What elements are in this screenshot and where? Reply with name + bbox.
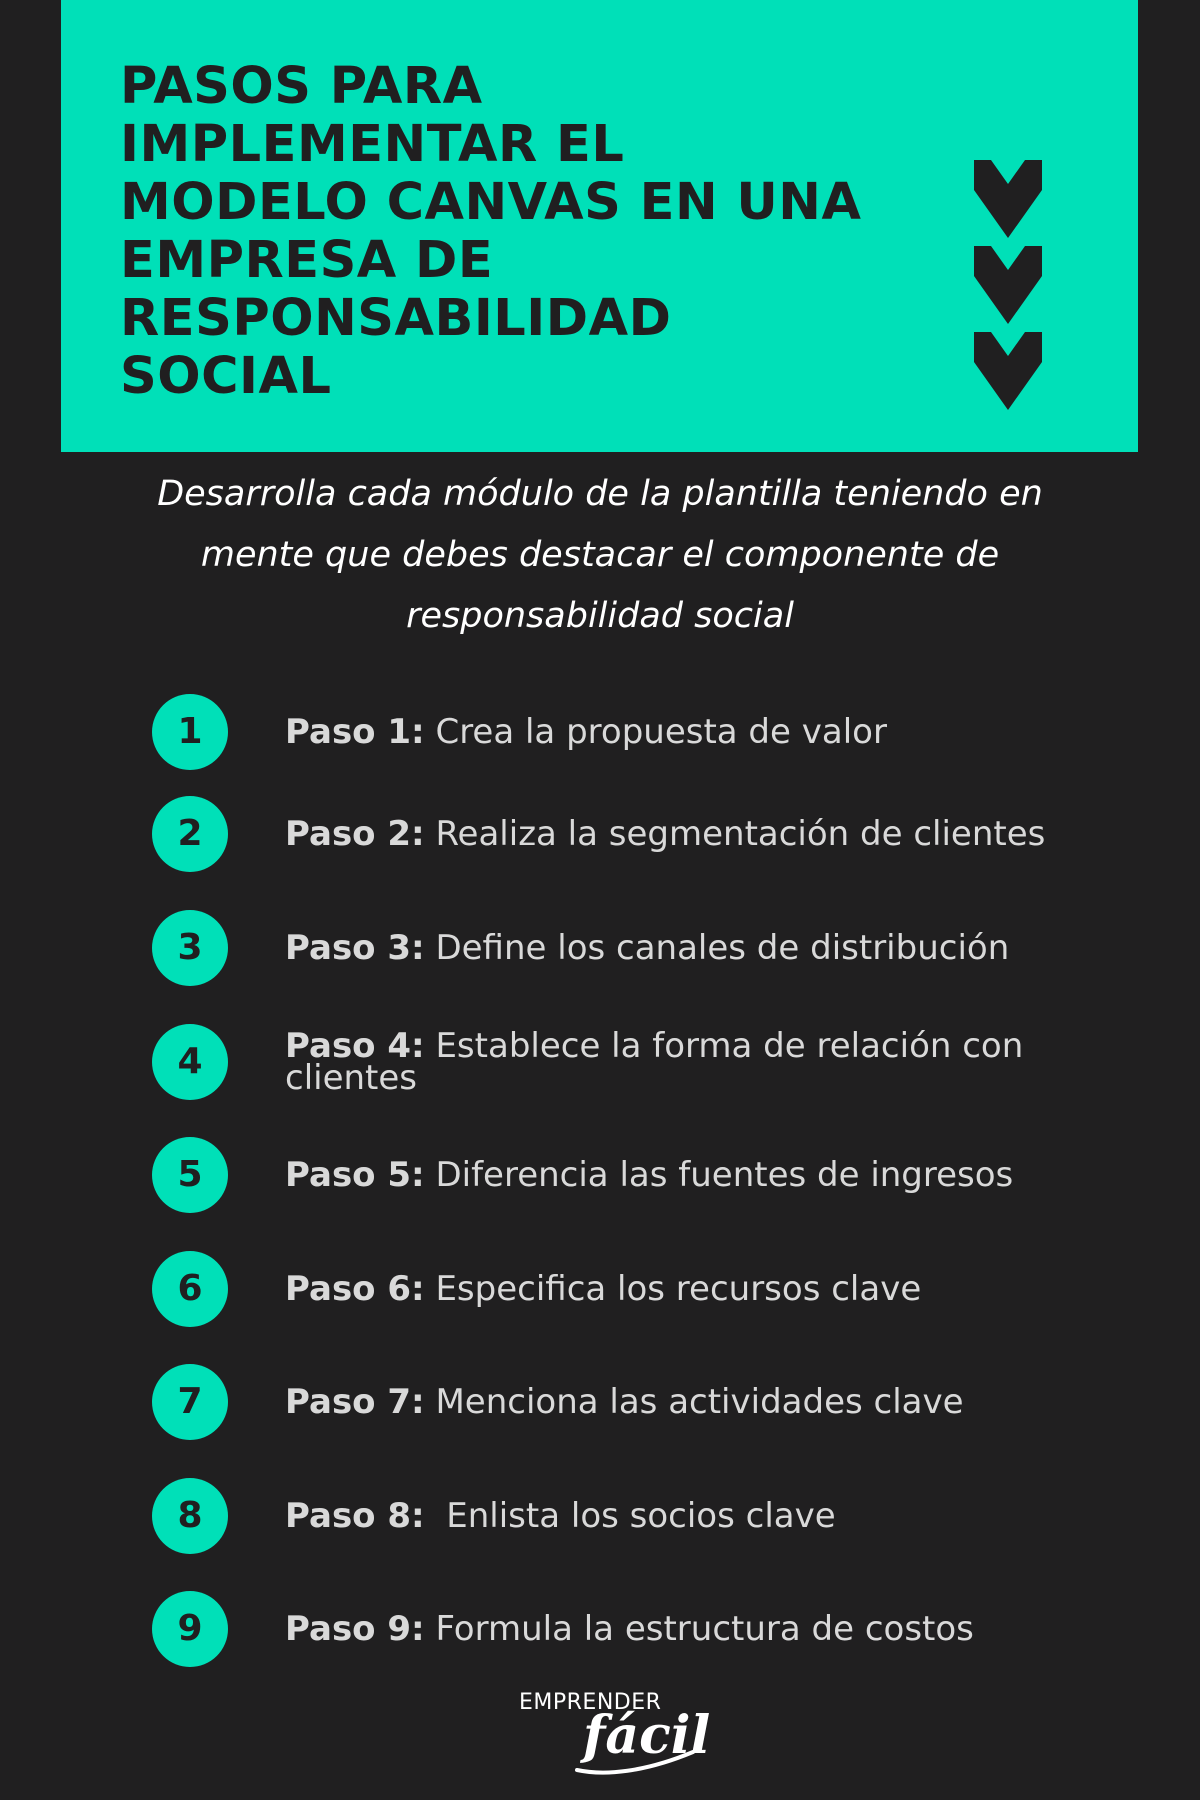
intro-subtitle: Desarrolla cada módulo de la plantilla teniendo en mente que debes destacar el componente de responsabilidad social [157, 474, 1043, 636]
step-label: Paso 8: [285, 1496, 425, 1536]
step-text [285, 1382, 1090, 1422]
logo-script: fácil [583, 1705, 711, 1766]
step-item-3 [0, 910, 1200, 986]
logo-wordmark: EMPRENDER [519, 1690, 662, 1715]
step-number-badge: 9 [152, 1591, 228, 1667]
step-number-badge: 4 [152, 1024, 228, 1100]
step-label: Paso 6: [285, 1269, 425, 1309]
step-description: Establece la forma de relación con clientes [285, 1026, 1024, 1098]
step-description: Formula la estructura de costos [435, 1609, 974, 1649]
step-description: Crea la propuesta de valor [435, 712, 887, 752]
step-description: Menciona las actividades clave [435, 1382, 964, 1422]
step-text [285, 928, 1090, 968]
step-text [285, 1269, 1090, 1309]
step-label: Paso 4: [285, 1026, 425, 1066]
step-text [285, 1155, 1090, 1195]
step-label: Paso 5: [285, 1155, 425, 1195]
step-item-5 [0, 1137, 1200, 1213]
step-number-badge: 6 [152, 1251, 228, 1327]
step-label: Paso 7: [285, 1382, 425, 1422]
logo-swoosh-icon [575, 1746, 695, 1776]
page-title: PASOS PARA IMPLEMENTAR EL MODELO CANVAS EN UNA EMPRESA DE RESPONSABILIDAD SOCIAL [120, 57, 862, 406]
step-description: Especifica los recursos clave [435, 1269, 922, 1309]
step-text [285, 712, 1090, 752]
step-label: Paso 1: [285, 712, 425, 752]
step-label: Paso 3: [285, 928, 425, 968]
step-item-6 [0, 1251, 1200, 1327]
step-item-9 [0, 1591, 1200, 1667]
step-item-8 [0, 1478, 1200, 1554]
step-text [285, 814, 1090, 854]
brand-logo [505, 1684, 711, 1784]
step-label: Paso 2: [285, 814, 425, 854]
step-label: Paso 9: [285, 1609, 425, 1649]
step-number-badge: 1 [152, 694, 228, 770]
step-item-2 [0, 796, 1200, 872]
step-item-1 [0, 694, 1200, 770]
step-number-badge: 2 [152, 796, 228, 872]
step-item-4 [0, 1024, 1200, 1100]
step-number-badge: 8 [152, 1478, 228, 1554]
step-description: Define los canales de distribución [435, 928, 1010, 968]
step-description: Realiza la segmentación de clientes [435, 814, 1046, 854]
step-item-7 [0, 1364, 1200, 1440]
step-number-badge: 7 [152, 1364, 228, 1440]
step-text [285, 1609, 1090, 1649]
step-number-badge: 3 [152, 910, 228, 986]
step-text [285, 1496, 1090, 1536]
step-description: Diferencia las fuentes de ingresos [435, 1155, 1014, 1195]
step-description: Enlista los socios clave [435, 1496, 836, 1536]
step-text [285, 1026, 1090, 1098]
step-number-badge: 5 [152, 1137, 228, 1213]
